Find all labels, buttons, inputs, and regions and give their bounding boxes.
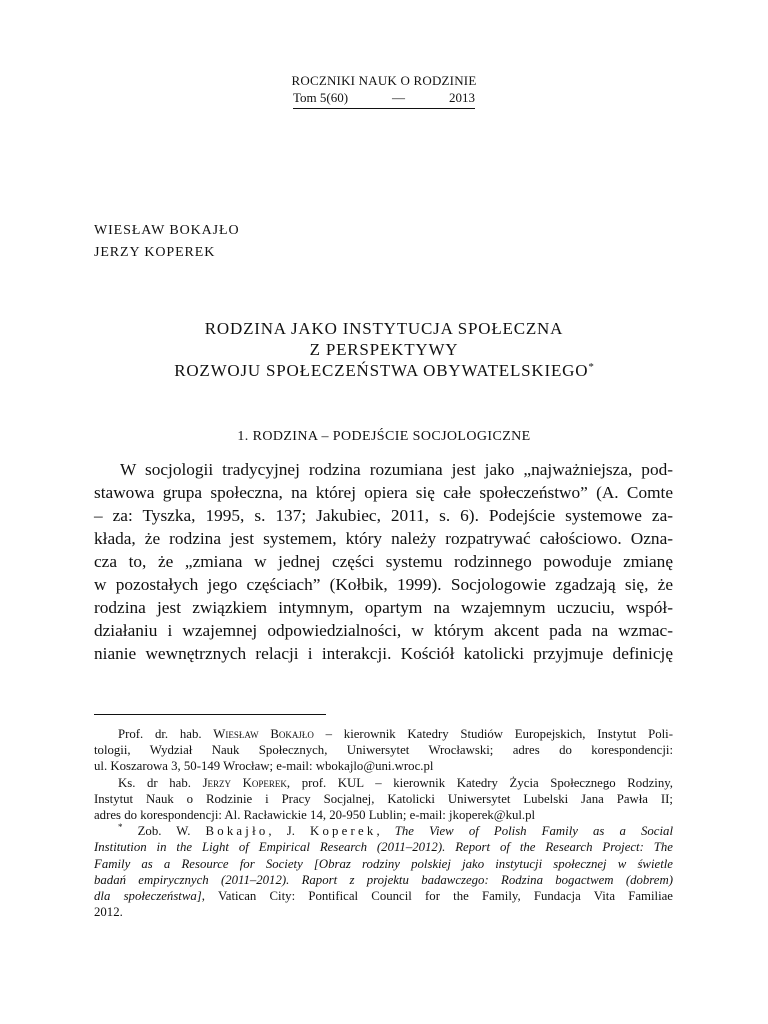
- section-heading: 1. RODZINA – PODEJŚCIE SOCJOLOGICZNE: [237, 429, 531, 444]
- body-line: rodzina jest związkiem intymnym, opartym na wzajemnym uczuciu, współ-: [94, 598, 673, 617]
- title-line-text: ROZWOJU SPOŁECZEŃSTWA OBYWATELSKIEGO: [174, 361, 589, 380]
- journal-dash: —: [392, 90, 406, 105]
- body-line: cza to, że „zmiana w jednej części systemu rodzinnego powoduje zmianę: [94, 552, 673, 571]
- cited-author: Bokajło: [205, 824, 269, 839]
- body-line: w pozostałych jego częściach” (Kołbik, 1999). Socjologowie zgadzają się, że: [94, 575, 673, 594]
- footnotes: [94, 726, 673, 920]
- cited-author: Koperek: [310, 824, 377, 839]
- body-line: kłada, że rodzina jest systemem, który należy rozpatrywać całościowo. Ozna-: [94, 529, 673, 548]
- footnote-author: Wiesław Bokajło: [213, 727, 314, 741]
- footnote-divider: [94, 714, 326, 715]
- body-paragraph: [94, 458, 673, 665]
- footnote-line: badań empirycznych (2011–2012). Raport z projektu badawczego: Rodzina bogactwem (dobrem): [94, 872, 673, 887]
- author-name: WIESŁAW BOKAJŁO: [94, 223, 240, 238]
- body-line: – za: Tyszka, 1995, s. 137; Jakubiec, 2011, s. 6). Podejście systemowe za-: [94, 506, 673, 525]
- journal-volume-line: [293, 89, 475, 109]
- journal-header: [0, 72, 768, 109]
- article-title: [0, 318, 768, 381]
- journal-year: 2013: [449, 90, 475, 105]
- footnote-author: Jerzy Koperek: [202, 775, 287, 790]
- footnote-line: tologii, Wydział Nauk Społecznych, Uniwersytet Wrocławski; adres do korespondencji:: [94, 743, 673, 758]
- title-footnote-marker: *: [588, 361, 594, 373]
- footnote-line: ul. Koszarowa 3, 50-149 Wrocław; e-mail: wbokajlo@uni.wroc.pl: [94, 759, 434, 774]
- body-line: W socjologii tradycyjnej rodzina rozumiana jest jako „najważniejsza, pod-: [120, 460, 673, 479]
- footnote-line: adres do korespondencji: Al. Racławickie 14, 20-950 Lublin; e-mail: jkoperek@kul.pl: [94, 808, 536, 823]
- title-line: [0, 360, 768, 381]
- body-line: stawowa grupa społeczna, na której opiera się całe społeczeństwo” (A. Comte: [94, 483, 673, 502]
- body-line: działaniu i wzajemnej odpowiedzialności, w którym akcent pada na wzmac-: [94, 621, 673, 640]
- footnote-marker: *: [118, 822, 123, 833]
- journal-volume: Tom 5(60): [293, 90, 349, 105]
- footnote-line: * Zob. W. Bokajło, J. Koperek, The View of Polish Family as a Social: [118, 822, 674, 839]
- author-name: JERZY KOPEREK: [94, 245, 216, 260]
- footnote-line: Institution in the Light of Empirical Research (2011–2012). Report of the Research Project: The: [94, 840, 673, 855]
- journal-title: ROCZNIKI NAUK O RODZINIE: [291, 73, 477, 88]
- title-line: RODZINA JAKO INSTYTUCJA SPOŁECZNA: [204, 319, 564, 338]
- body-line: nianie wewnętrznych relacji i interakcji. Kościół katolicki przyjmuje definicję: [94, 644, 673, 663]
- footnote-line: dla społeczeństwa], Vatican City: Pontifical Council for the Family, Fundacja Vita Familiae: [94, 889, 673, 904]
- footnote-line: 2012.: [94, 905, 123, 920]
- footnote-line: Prof. dr. hab. Wiesław Bokajło – kierownik Katedry Studiów Europejskich, Instytut Poli-: [118, 727, 673, 741]
- footnote-line: Ks. dr hab. Jerzy Koperek, prof. KUL – kierownik Katedry Życia Społecznego Rodziny,: [118, 775, 673, 790]
- author-list: [94, 220, 240, 264]
- footnote-line: Instytut Nauk o Rodzinie i Pracy Socjalnej, Katolicki Uniwersytet Lubelski Jana Pawła II;: [94, 791, 673, 806]
- title-line: Z PERSPEKTYWY: [309, 340, 459, 359]
- footnote-line: Family as a Resource for Society [Obraz rodziny polskiej jako instytucji społecznej w świetle: [94, 856, 673, 871]
